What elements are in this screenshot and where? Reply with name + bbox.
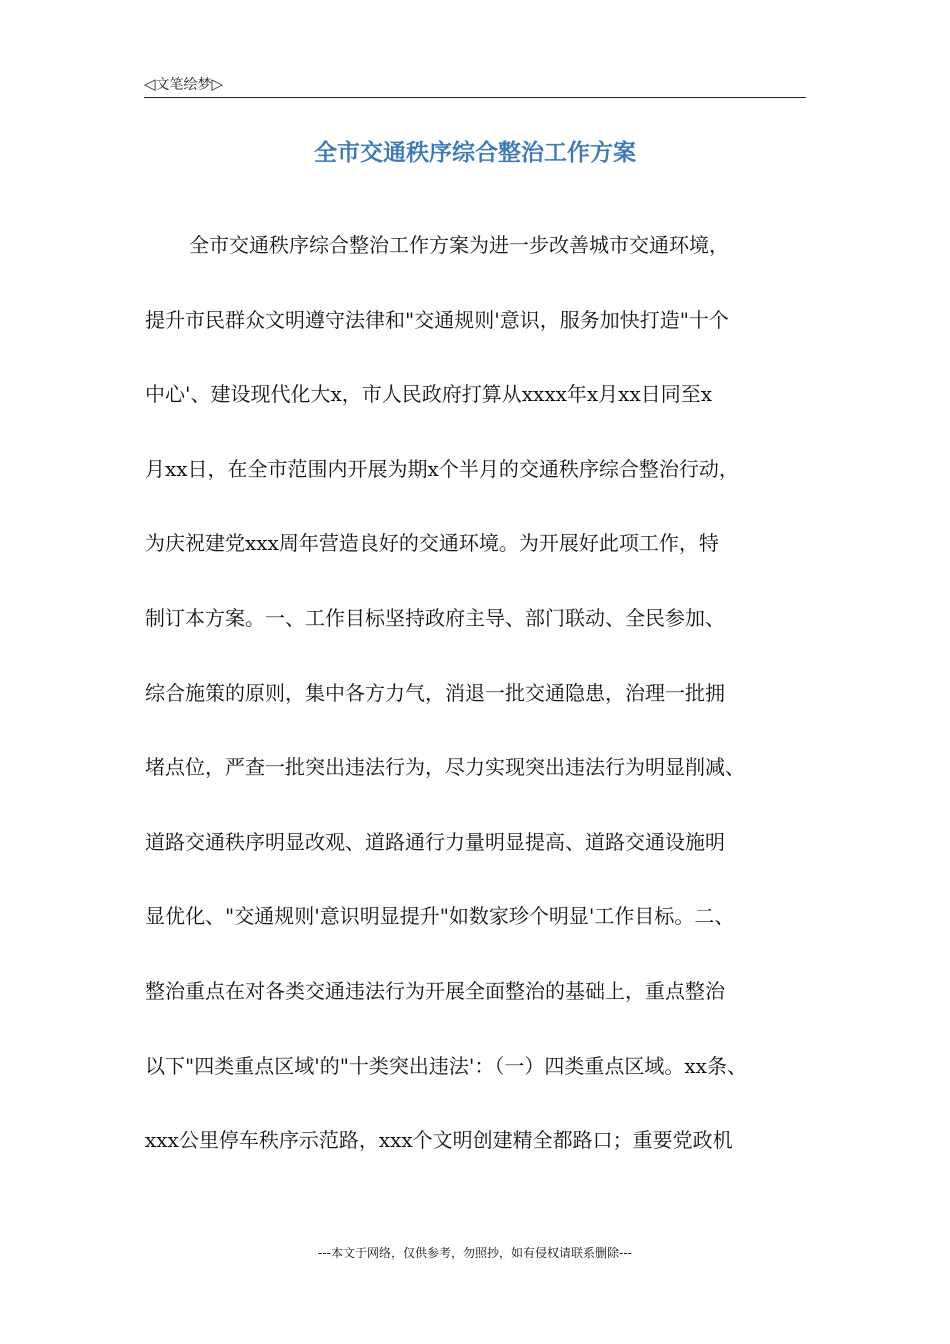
page-footer-disclaimer: ---本文于网络，仅供参考，勿照抄，如有侵权请联系删除--- bbox=[318, 1246, 632, 1260]
header-divider bbox=[144, 97, 806, 98]
body-line: 提升市民群众文明遵守法律和"交通规则'意识，服务加快打造"十个 bbox=[145, 307, 729, 332]
triangle-right-icon: ▷ bbox=[211, 74, 224, 93]
body-line: xxx公里停车秩序示范路，xxx个文明创建精全都路口；重要党政机 bbox=[145, 1128, 733, 1153]
body-line: 月xx日，在全市范围内开展为期x个半月的交通秩序综合整治行动， bbox=[145, 456, 739, 481]
page-header bbox=[144, 74, 223, 94]
document-title: 全市交通秩序综合整治工作方案 bbox=[314, 139, 636, 166]
body-line: 全市交通秩序综合整治工作方案为进一步改善城市交通环境， bbox=[189, 233, 729, 257]
body-line: 显优化、"交通规则'意识明显提升"如数家珍个明显'工作目标。二、 bbox=[145, 904, 735, 929]
triangle-left-icon: ◁ bbox=[144, 74, 156, 93]
body-line: 堵点位，严查一批突出违法行为，尽力实现突出违法行为明显削减、 bbox=[145, 755, 745, 780]
body-line: 为庆祝建党xxx周年营造良好的交通环境。为开展好此项工作，特 bbox=[145, 531, 719, 556]
body-line: 制订本方案。一、工作目标坚持政府主导、部门联动、全民参加、 bbox=[145, 605, 725, 630]
body-line: 整治重点在对各类交通违法行为开展全面整治的基础上，重点整治 bbox=[145, 978, 725, 1003]
body-line: 综合施策的原则，集中各方力气，消退一批交通隐患，治理一批拥 bbox=[145, 680, 725, 705]
header-text: 文笔绘梦 bbox=[155, 77, 212, 93]
body-line: 以下"四类重点区域'的"十类突出违法'：（一）四类重点区域。xx条、 bbox=[145, 1053, 747, 1078]
body-line: 道路交通秩序明显改观、道路通行力量明显提高、道路交通设施明 bbox=[145, 829, 725, 854]
document-body bbox=[145, 230, 807, 1200]
body-line: 中心'、建设现代化大x，市人民政府打算从xxxx年x月xx日同至x bbox=[145, 382, 713, 407]
